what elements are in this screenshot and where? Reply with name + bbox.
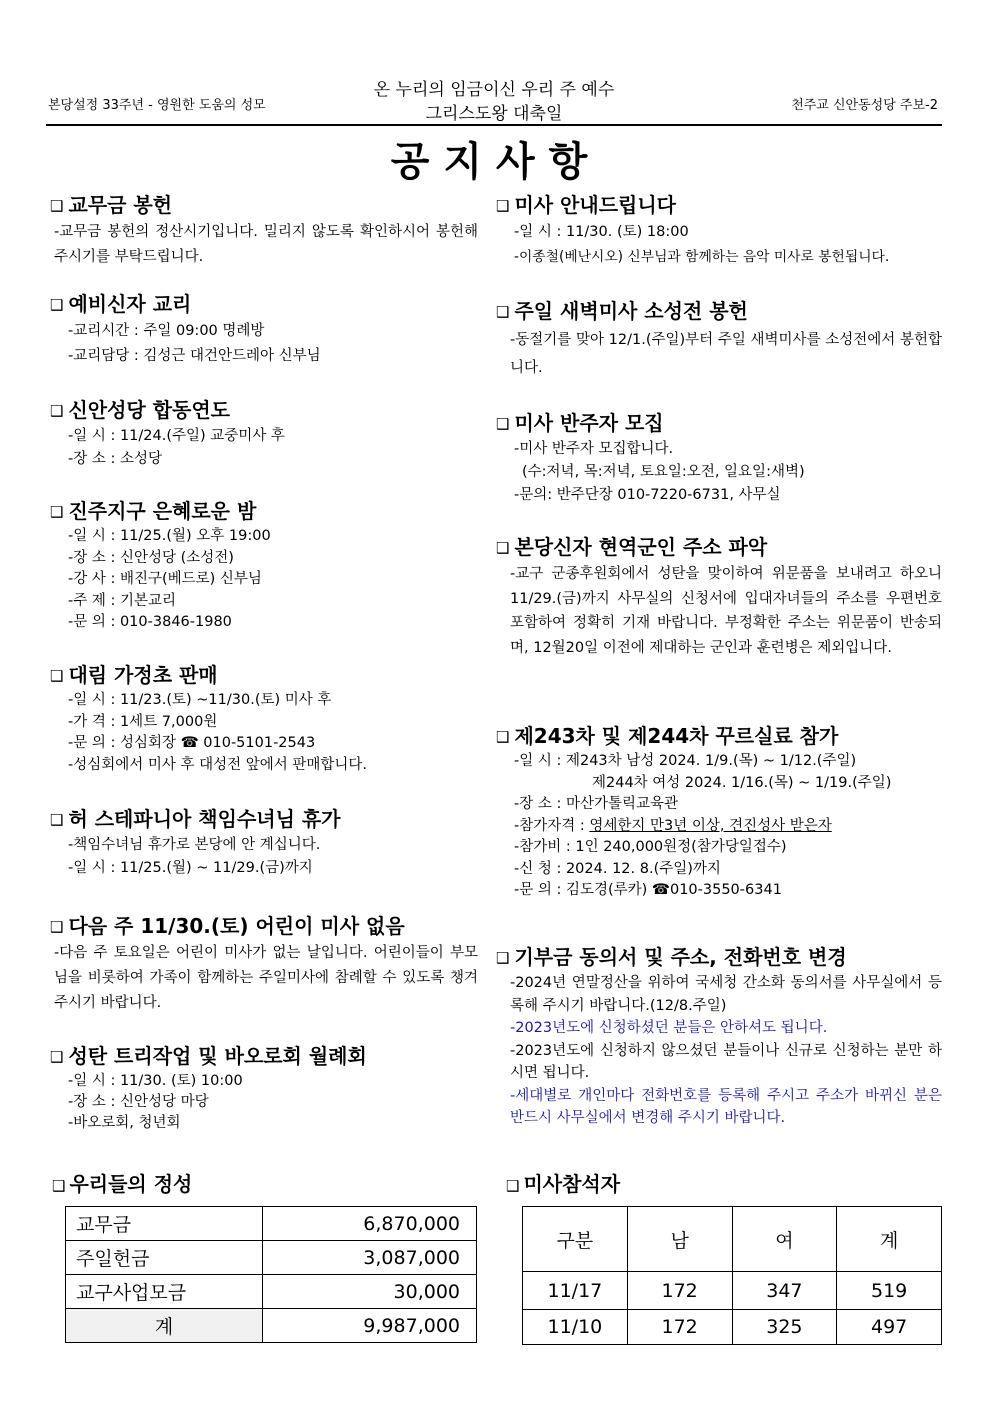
checkbox-bullet-icon: ❑ <box>50 296 64 314</box>
section-title: 제243차 및 제244차 꾸르실료 참가 <box>514 724 839 748</box>
table-cell: 11/10 <box>523 1310 628 1345</box>
cursillo-qualification-label: -참가자격 : <box>514 817 590 834</box>
table-cell: 172 <box>627 1272 732 1310</box>
table-row <box>66 1309 477 1343</box>
section-line: (수:저녁, 목:저녁, 토요일:오전, 일요일:새벽) <box>522 464 805 480</box>
section-line: -성심회에서 미사 후 대성전 앞에서 판매합니다. <box>68 756 368 773</box>
notice-dawn-mass <box>496 298 944 382</box>
section-line: -문 의 : 010-3846-1980 <box>68 614 232 630</box>
attendance-table <box>522 1206 942 1345</box>
checkbox-bullet-icon: ❑ <box>50 918 64 936</box>
section-title: 미사 안내드립니다 <box>514 193 676 217</box>
notice-grace-night <box>50 498 480 634</box>
offering-total-value: 9,987,000 <box>263 1309 477 1343</box>
cursillo-date-1: -일 시 : 제243차 남성 2024. 1/9.(목) ~ 1/12.(주일) <box>514 753 857 769</box>
section-line: -교리담당 : 김성근 대건안드레아 신부님 <box>68 348 321 364</box>
table-row <box>66 1241 477 1275</box>
table-row <box>523 1272 942 1310</box>
section-line: -문 의 : 성심회장 ☎ 010-5101-2543 <box>68 735 316 751</box>
checkbox-bullet-icon: ❑ <box>496 728 510 746</box>
checkbox-bullet-icon: ❑ <box>496 539 510 557</box>
section-title: 다음 주 11/30.(토) 어린이 미사 없음 <box>68 914 405 938</box>
cursillo-date-2 <box>496 773 944 795</box>
notice-donation-consent <box>496 944 944 1130</box>
column-header: 계 <box>837 1207 942 1272</box>
section-line: -주 제 : 기본교리 <box>68 592 176 609</box>
notice-advent-candle <box>50 662 480 776</box>
section-title: 예비신자 교리 <box>68 292 192 316</box>
notice-music-mass <box>496 192 944 270</box>
header <box>46 78 942 126</box>
cursillo-place: -장 소 : 마산가톨릭교육관 <box>514 796 679 812</box>
table-cell: 172 <box>627 1310 732 1345</box>
column-header: 남 <box>627 1207 732 1272</box>
section-paragraph: -동절기를 맞아 12/1.(주일)부터 주일 새벽미사를 소성전에서 봉헌합니다. <box>510 332 942 376</box>
offering-value: 6,870,000 <box>263 1207 477 1241</box>
section-title: 교무금 봉헌 <box>68 193 173 217</box>
section-line: -장 소 : 신안성당 마당 <box>68 1094 209 1110</box>
checkbox-bullet-icon: ❑ <box>496 197 510 215</box>
section-line: -문의: 반주단장 010-7220-6731, 사무실 <box>514 487 781 503</box>
offering-total-label: 계 <box>66 1309 263 1343</box>
cursillo-qualification <box>496 816 944 838</box>
checkbox-bullet-icon: ❑ <box>506 1177 520 1195</box>
header-center-line2: 그리스도왕 대축일 <box>425 104 563 124</box>
section-line: -일 시 : 11/25.(월) 오후 19:00 <box>68 528 271 544</box>
offerings-title: ❑ 우리들의 정성 <box>52 1172 193 1196</box>
section-line: -일 시 : 11/30. (토) 10:00 <box>68 1073 243 1089</box>
section-line: -일 시 : 11/23.(토) ~11/30.(토) 미사 후 <box>68 692 332 708</box>
section-line: -일 시 : 11/25.(월) ~ 11/29.(금)까지 <box>68 860 313 876</box>
table-row <box>523 1310 942 1345</box>
cursillo-fee: -참가비 : 1인 240,000원정(참가당일접수) <box>514 839 787 855</box>
offerings-table <box>65 1206 477 1343</box>
section-line: -이종철(베난시오) 신부님과 함께하는 음악 미사로 봉헌됩니다. <box>514 249 890 265</box>
section-line: -장 소 : 소성당 <box>68 451 162 467</box>
attendance-title: ❑ 미사참석자 <box>506 1172 621 1196</box>
section-line: -책임수녀님 휴가로 본당에 안 계십니다. <box>68 837 321 853</box>
section-line: -바오로회, 청년회 <box>68 1115 181 1131</box>
checkbox-bullet-icon: ❑ <box>50 402 64 420</box>
table-row <box>66 1207 477 1241</box>
checkbox-bullet-icon: ❑ <box>50 1048 64 1066</box>
section-line: -장 소 : 신안성당 (소성전) <box>68 549 234 566</box>
table-cell: 519 <box>837 1272 942 1310</box>
notice-memorial <box>50 397 480 471</box>
checkbox-bullet-icon: ❑ <box>50 197 64 215</box>
notice-soldier-address <box>496 534 944 660</box>
section-title: 대림 가정초 판매 <box>68 663 218 687</box>
page-title: 공지사항 <box>390 139 602 185</box>
header-center <box>276 78 712 126</box>
offering-value: 3,087,000 <box>263 1241 477 1275</box>
section-line: -강 사 : 배진구(베드로) 신부님 <box>68 571 262 587</box>
section-paragraph: -다음 주 토요일은 어린이 미사가 없는 날입니다. 어린이들이 부모님을 비롯하여 가족이 함께하는 주일미사에 참례할 수 있도록 챙겨주시기 바랍니다. <box>54 945 478 1011</box>
notice-tithe <box>50 192 480 270</box>
section-line: -교리시간 : 주일 09:00 명례방 <box>68 323 265 339</box>
section-paragraph: -교무금 봉헌의 정산시기입니다. 밀리지 않도록 확인하시어 봉헌해 주시기를 부탁드립니다. <box>54 224 478 265</box>
cursillo-apply: -신 청 : 2024. 12. 8.(주일)까지 <box>514 860 721 877</box>
section-paragraph: -교구 군종후원회에서 성탄을 맞이하여 위문품을 보내려고 하오니 11/29.(금)까지 사무실의 신청서에 입대자녀들의 주소를 우편번호 포함하여 정확히 기재 바랍니다. 부정확한 주소는 위문품이 반송되며, 12월20일 이전에 제대하는 군인과 훈련병은 제외입니다. <box>510 566 942 656</box>
notice-organist <box>496 410 944 507</box>
notice-cursillo <box>496 723 944 902</box>
section-title: 주일 새벽미사 소성전 봉헌 <box>514 299 748 323</box>
section-line: -일 시 : 11/30. (토) 18:00 <box>514 224 689 240</box>
section-title: 본당신자 현역군인 주소 파악 <box>514 535 768 559</box>
table-cell: 11/17 <box>523 1272 628 1310</box>
offering-value: 30,000 <box>263 1275 477 1309</box>
cursillo-qualification-value: 영세한지 만3년 이상, 견진성사 받은자 <box>589 817 832 834</box>
section-title: 기부금 동의서 및 주소, 전화번호 변경 <box>514 945 847 969</box>
column-header: 구분 <box>523 1207 628 1272</box>
table-row <box>66 1275 477 1309</box>
section-title: 진주지구 은혜로운 밤 <box>68 499 257 523</box>
offering-label: 주일헌금 <box>66 1241 263 1275</box>
checkbox-bullet-icon: ❑ <box>50 811 64 829</box>
header-left: 본당설정 33주년 - 영원한 도움의 성모 <box>48 98 266 113</box>
checkbox-bullet-icon: ❑ <box>496 415 510 433</box>
donation-paragraph-4: -세대별로 개인마다 전화번호를 등록해 주시고 주소가 바뀌신 분은 반드시 사무실에서 변경해 주시기 바랍니다. <box>510 1087 942 1126</box>
section-title: 성탄 트리작업 및 바오로회 월례회 <box>68 1044 367 1068</box>
table-cell: 347 <box>732 1272 837 1310</box>
column-header: 여 <box>732 1207 837 1272</box>
cursillo-contact: -문 의 : 김도경(루카) ☎010-3550-6341 <box>514 882 782 898</box>
notice-christmas-tree <box>50 1043 480 1134</box>
checkbox-bullet-icon: ❑ <box>496 303 510 321</box>
section-title: 미사 반주자 모집 <box>514 411 664 435</box>
table-cell: 497 <box>837 1310 942 1345</box>
offering-label: 교구사업모금 <box>66 1275 263 1309</box>
section-line: -가 격 : 1세트 7,000원 <box>68 713 218 730</box>
donation-paragraph-3: -2023년도에 신청하지 않으셨던 분들이나 신규로 신청하는 분만 하시면 됩니다. <box>510 1042 942 1081</box>
donation-paragraph-1: -2024년 연말정산을 위하여 국세청 간소화 동의서를 사무실에서 등록해 주시기 바랍니다.(12/8.주일) <box>510 975 942 1014</box>
notice-sister-leave <box>50 806 480 880</box>
checkbox-bullet-icon: ❑ <box>50 503 64 521</box>
cursillo-date-2-text: 제244차 여성 2024. 1/16.(목) ~ 1/19.(주일) <box>592 774 892 791</box>
notice-no-children-mass <box>50 913 480 1016</box>
checkbox-bullet-icon: ❑ <box>496 949 510 967</box>
checkbox-bullet-icon: ❑ <box>50 667 64 685</box>
table-header-row <box>523 1207 942 1272</box>
checkbox-bullet-icon: ❑ <box>52 1177 66 1195</box>
header-center-line1: 온 누리의 임금이신 우리 주 예수 <box>373 80 615 100</box>
donation-paragraph-2: -2023년도에 신청하셨던 분들은 안하셔도 됩니다. <box>510 1020 828 1036</box>
section-line: -일 시 : 11/24.(주일) 교중미사 후 <box>68 428 285 444</box>
table-cell: 325 <box>732 1310 837 1345</box>
section-line: -미사 반주자 모집합니다. <box>514 441 674 457</box>
offering-label: 교무금 <box>66 1207 263 1241</box>
section-title: 신안성당 합동연도 <box>68 398 230 422</box>
notice-catechumen <box>50 291 480 369</box>
header-right: 천주교 신안동성당 주보-2 <box>791 98 938 113</box>
section-title: 허 스테파니아 책임수녀님 휴가 <box>68 807 341 831</box>
